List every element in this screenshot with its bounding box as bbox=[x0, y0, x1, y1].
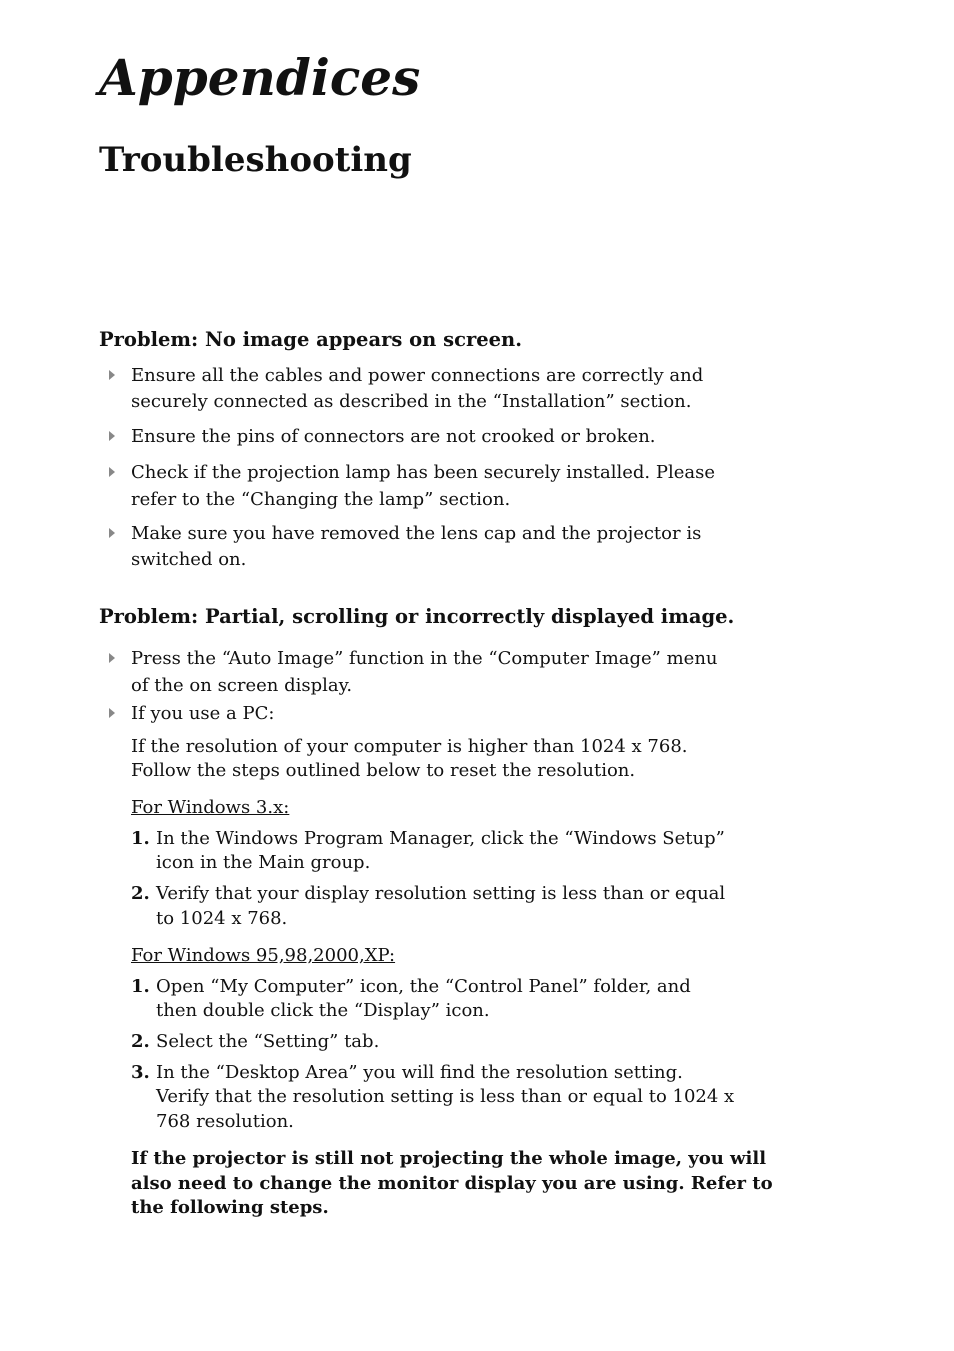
list-item-text: Press the “Auto Image” function in the “Computer Image” menu bbox=[131, 648, 718, 669]
step-number: 3. bbox=[131, 1062, 150, 1083]
bullet-icon bbox=[109, 370, 115, 380]
step-text: Verify that the resolution setting is less than or equal to 1024 x bbox=[156, 1086, 735, 1107]
section-title: Troubleshooting bbox=[99, 140, 412, 180]
intro-text: Follow the steps outlined below to reset the resolution. bbox=[131, 760, 636, 781]
step-number: 1. bbox=[131, 828, 150, 849]
step-text: icon in the Main group. bbox=[156, 852, 371, 873]
bullet-icon bbox=[109, 653, 115, 663]
bullet-icon bbox=[109, 467, 115, 477]
problem-1-heading: Problem: No image appears on screen. bbox=[99, 328, 523, 351]
list-item-text: If you use a PC: bbox=[131, 703, 275, 724]
step-text: In the Windows Program Manager, click the “Windows Setup” bbox=[156, 828, 725, 849]
bullet-icon bbox=[109, 708, 115, 718]
list-item-text: Ensure all the cables and power connections are correctly and bbox=[131, 365, 704, 386]
windows-95-heading: For Windows 95,98,2000,XP: bbox=[131, 945, 396, 966]
list-item-text: Ensure the pins of connectors are not crooked or broken. bbox=[131, 426, 656, 447]
step-text: 768 resolution. bbox=[156, 1111, 294, 1132]
list-item-text: of the on screen display. bbox=[131, 675, 353, 696]
note-text: the following steps. bbox=[131, 1197, 329, 1218]
note-text: also need to change the monitor display you are using. Refer to bbox=[131, 1173, 773, 1194]
list-item-text: refer to the “Changing the lamp” section. bbox=[131, 489, 511, 510]
step-text: Select the “Setting” tab. bbox=[156, 1031, 380, 1052]
problem-2-heading: Problem: Partial, scrolling or incorrectly displayed image. bbox=[99, 605, 735, 628]
note-text: If the projector is still not projecting the whole image, you will bbox=[131, 1148, 767, 1169]
bullet-icon bbox=[109, 431, 115, 441]
step-number: 2. bbox=[131, 883, 150, 904]
step-number: 2. bbox=[131, 1031, 150, 1052]
step-number: 1. bbox=[131, 976, 150, 997]
step-text: Open “My Computer” icon, the “Control Panel” folder, and bbox=[156, 976, 691, 997]
intro-text: If the resolution of your computer is higher than 1024 x 768. bbox=[131, 736, 688, 757]
step-text: In the “Desktop Area” you will find the resolution setting. bbox=[156, 1062, 683, 1083]
step-text: to 1024 x 768. bbox=[156, 908, 288, 929]
step-text: Verify that your display resolution setting is less than or equal bbox=[156, 883, 726, 904]
bullet-icon bbox=[109, 528, 115, 538]
list-item-text: Check if the projection lamp has been securely installed. Please bbox=[131, 462, 716, 483]
page-title: Appendices bbox=[99, 48, 421, 107]
step-text: then double click the “Display” icon. bbox=[156, 1000, 490, 1021]
list-item-text: Make sure you have removed the lens cap and the projector is bbox=[131, 523, 702, 544]
windows-3x-heading: For Windows 3.x: bbox=[131, 797, 290, 818]
list-item-text: securely connected as described in the “Installation” section. bbox=[131, 391, 692, 412]
list-item-text: switched on. bbox=[131, 549, 247, 570]
